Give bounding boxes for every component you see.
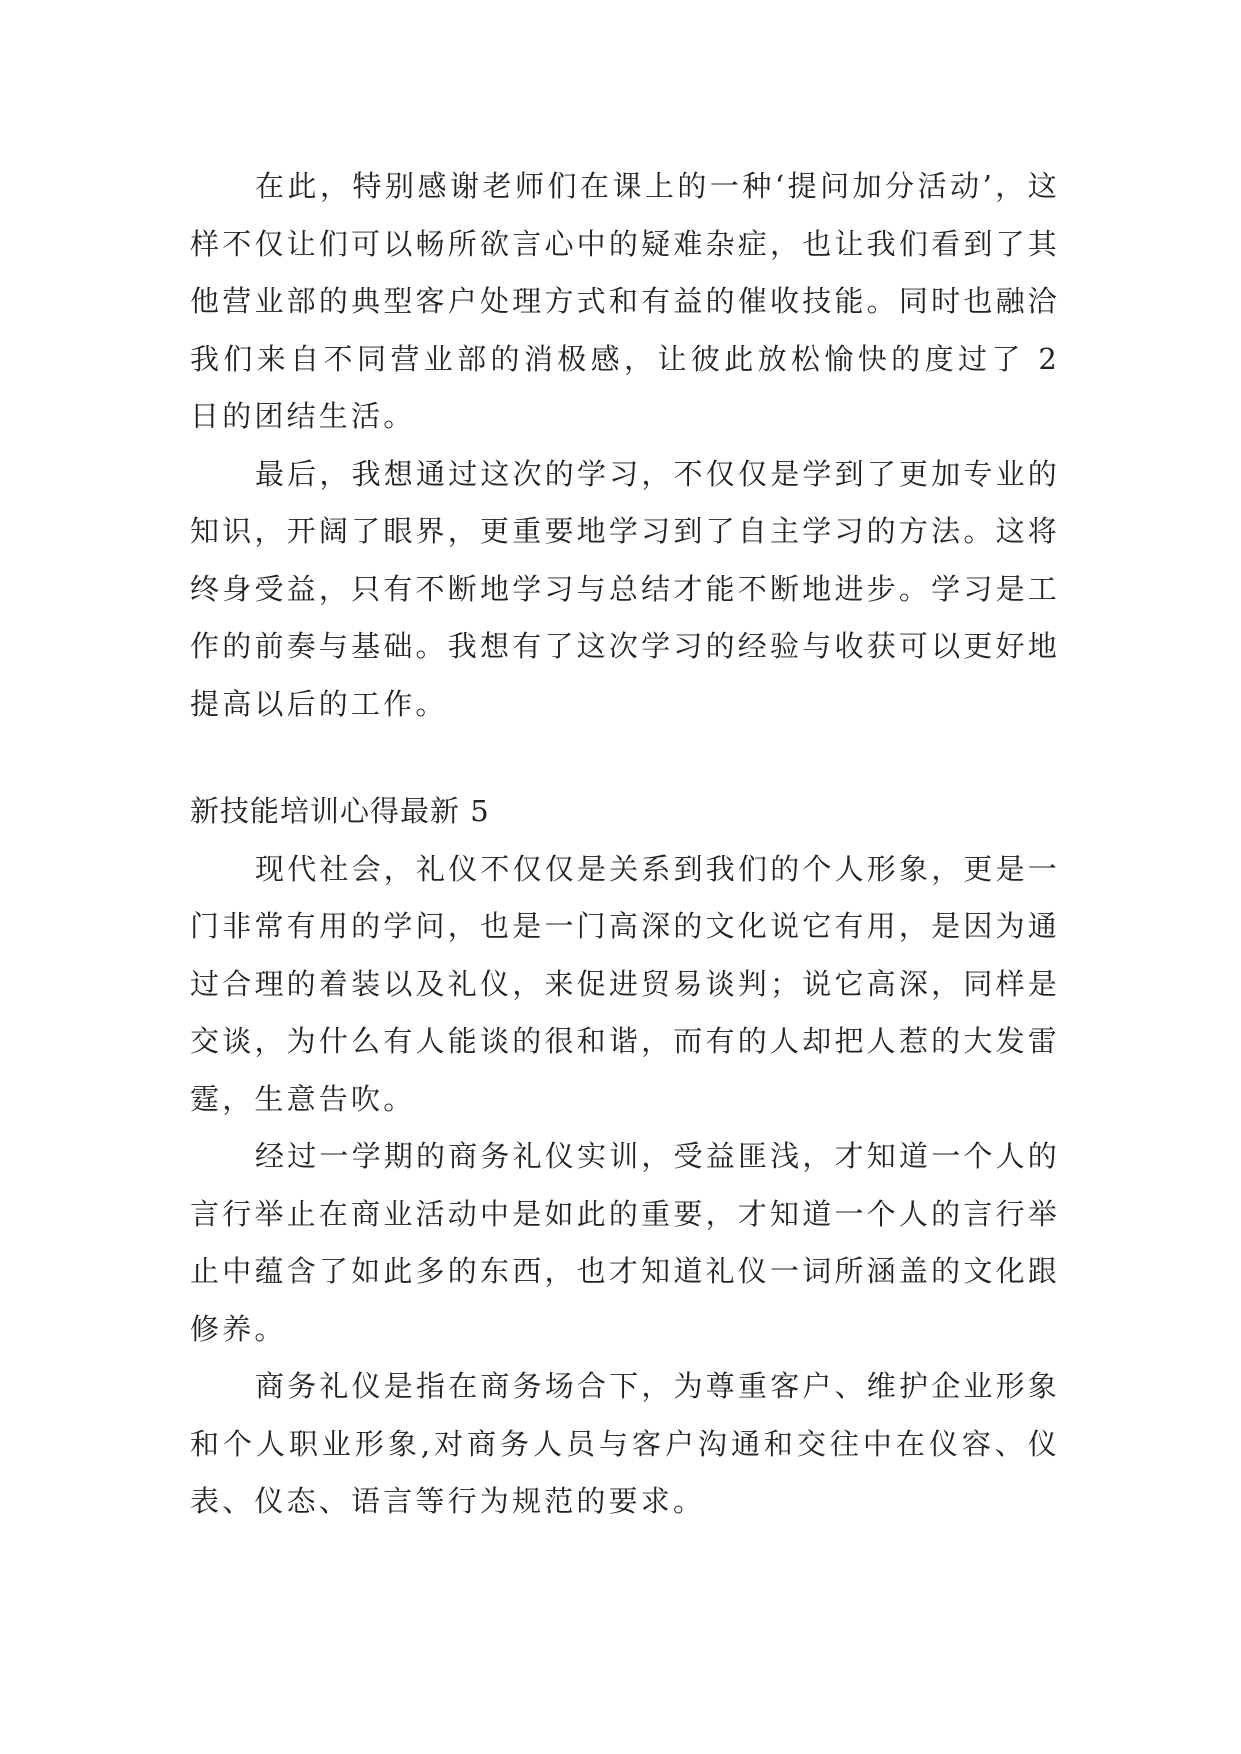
paragraph-conclusion: 最后，我想通过这次的学习，不仅仅是学到了更加专业的知识，开阔了眼界，更重要地学习到了自主学习的方法。这将终身受益，只有不断地学习与总结才能不断地进步。学习是工作的前奏与基础。我想有了这次学习的经验与收获可以更好地提高以后的工作。 <box>190 456 1061 721</box>
paragraph-thanks: 在此，特别感谢老师们在课上的一种‘提问加分活动’，这样不仅让们可以畅所欲言心中的疑难杂症，也让我们看到了其他营业部的典型客户处理方式和有益的催收技能。同时也融洽我们来自不同营业部的消极感，让彼此放松愉快的度过了 2 日的团结生活。 <box>190 169 1060 433</box>
section-heading: 新技能培训心得最新 5 <box>190 794 490 828</box>
paragraph-etiquette-intro: 现代社会，礼仪不仅仅是关系到我们的个人形象，更是一门非常有用的学问，也是一门高深的文化说它有用，是因为通过合理的着装以及礼仪，来促进贸易谈判；说它高深，同样是交谈，为什么有人能谈的很和谐，而有的人却把人惹的大发雷霆，生意告吹。 <box>190 851 1061 1116</box>
paragraph-training-experience: 经过一学期的商务礼仪实训，受益匪浅，才知道一个人的言行举止在商业活动中是如此的重要，才知道一个人的言行举止中蕴含了如此多的东西，也才知道礼仪一词所涵盖的文化跟修养。 <box>190 1139 1061 1346</box>
paragraph-business-etiquette-definition: 商务礼仪是指在商务场合下，为尊重客户、维护企业形象和个人职业形象,对商务人员与客户沟通和交往中在仪容、仪表、仪态、语言等行为规范的要求。 <box>190 1369 1061 1518</box>
document-body <box>190 158 1060 1531</box>
